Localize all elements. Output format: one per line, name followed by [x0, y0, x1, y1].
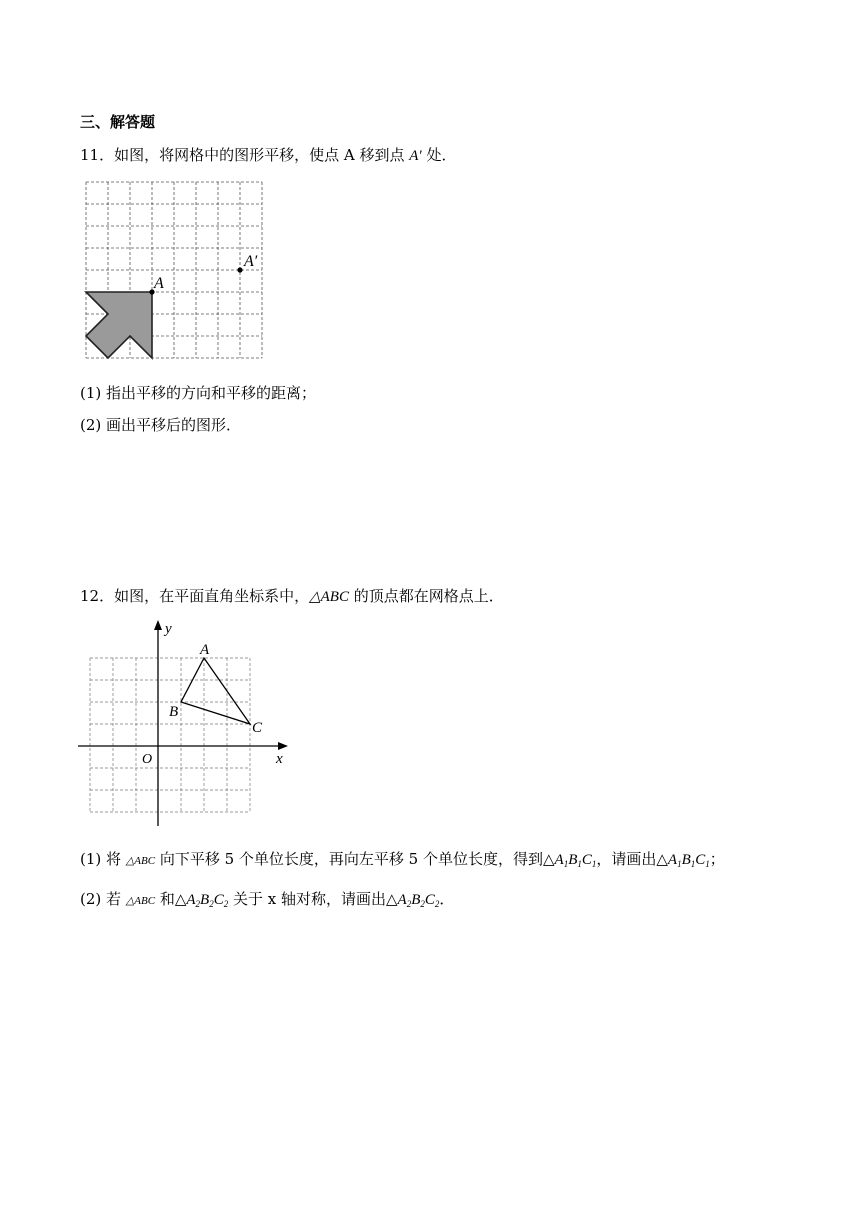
y-axis-label: y	[165, 621, 172, 637]
origin-label: O	[142, 752, 153, 767]
x-axis-arrow-icon	[278, 742, 288, 750]
q11-stem-point: A′	[409, 148, 422, 164]
vertex-label-a: A	[200, 642, 210, 658]
q12-part1: (1) 将 △ABC 向下平移 5 个单位长度，再向左平移 5 个单位长度，得到$\triangle A_1B_1C_1$，请画出$\triangle A_1B_1C_1$；	[80, 850, 725, 869]
q11-grid-figure	[86, 182, 266, 362]
q12-stem-triangle: △ABC	[309, 589, 349, 605]
q11-shaded-shape	[86, 292, 152, 358]
triangle-abc	[181, 658, 250, 724]
q11-part2: (2) 画出平移后的图形．	[80, 416, 242, 434]
q11-label-a: A	[154, 275, 164, 292]
x-axis-label: x	[276, 751, 283, 767]
q12-stem: 12．如图，在平面直角坐标系中，△ABC 的顶点都在网格点上．	[80, 587, 504, 605]
q11-stem: 11．如图，将网格中的图形平移，使点 A 移到点 A′ 处．	[80, 146, 457, 164]
vertex-label-c: C	[252, 720, 263, 736]
q11-part1: (1) 指出平移的方向和平移的距离；	[80, 384, 317, 402]
y-axis-arrow-icon	[154, 620, 162, 630]
section-title: 三、解答题	[80, 113, 156, 131]
q12-coordinate-figure	[76, 618, 296, 833]
vertex-label-b: B	[169, 704, 179, 720]
q12-part2: (2) 若 △ABC 和$\triangle A_2B_2C_2$ 关于 x 轴对称，请画出$\triangle A_2B_2C_2$．	[80, 890, 455, 909]
q11-label-a-prime: A′	[244, 253, 258, 270]
q11-point-a-prime	[237, 267, 242, 272]
